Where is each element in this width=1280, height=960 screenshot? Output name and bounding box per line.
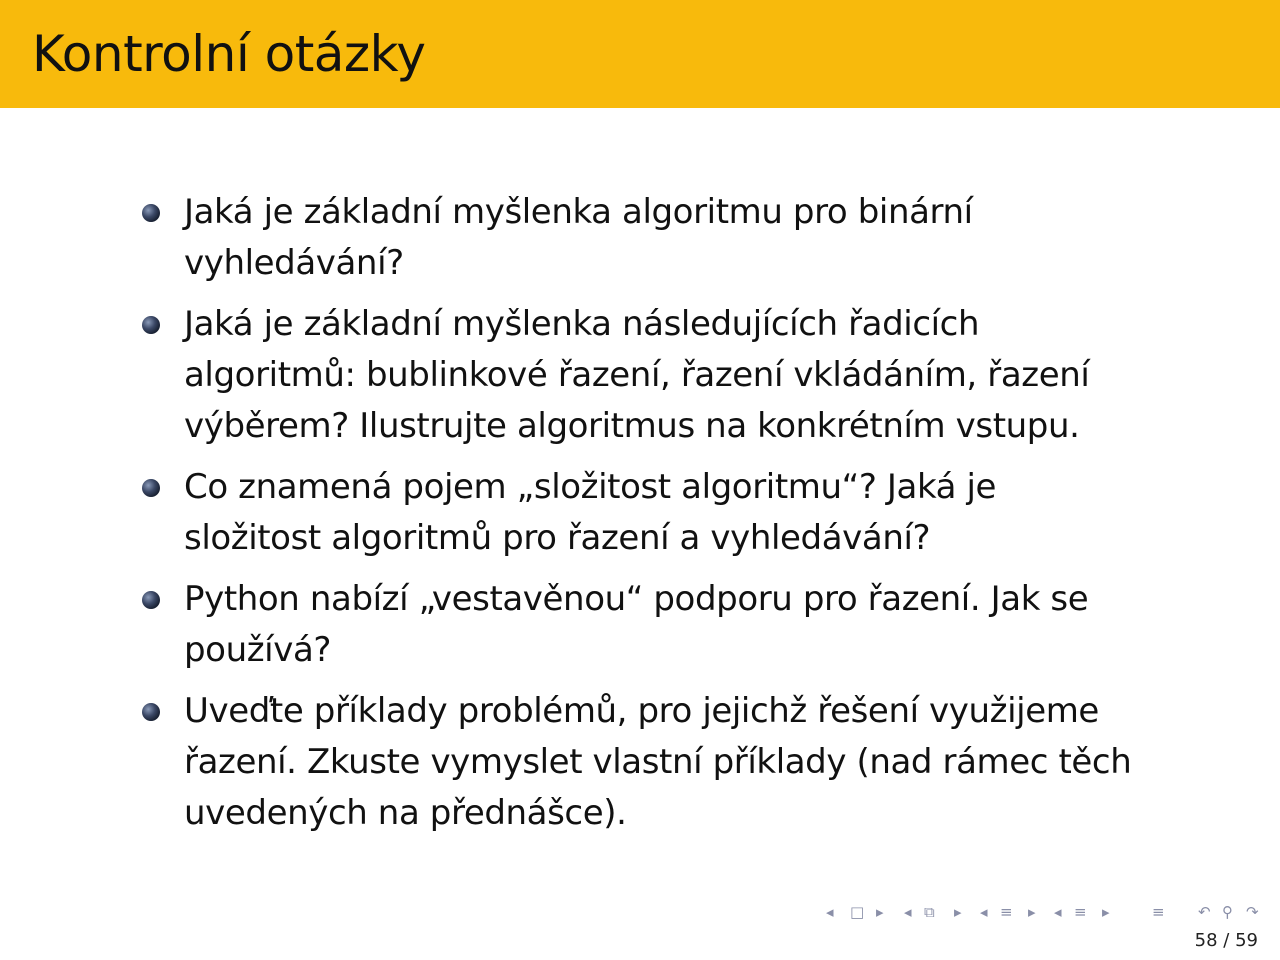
bullet-icon [142, 479, 160, 497]
question-1-line-1: Jaká je základní myšlenka algoritmu pro binární [184, 192, 973, 232]
question-2-line-1: Jaká je základní myšlenka následujících řadicích [184, 304, 980, 344]
prev-frame-icon[interactable]: ◂ [826, 903, 834, 921]
question-5-line-1: Uveďte příklady problémů, pro jejichž řešení využijeme [184, 691, 1099, 731]
bullet-icon [142, 204, 160, 222]
forward-icon[interactable]: ↷ [1246, 903, 1259, 921]
list-item [140, 462, 1140, 564]
slide-header [0, 0, 1280, 108]
question-5-line-2: řazení. Zkuste vymyslet vlastní příklady (nad rámec těch [184, 742, 1132, 782]
question-list [140, 187, 1140, 849]
list-item [140, 686, 1140, 839]
subsection-icon[interactable]: ⧉ [924, 903, 935, 921]
next-subsection-icon[interactable]: ▸ [954, 903, 962, 921]
list-item [140, 574, 1140, 676]
question-2-line-3: výběrem? Ilustrujte algoritmus na konkrétním vstupu. [184, 406, 1080, 446]
question-3-line-1: Co znamená pojem „složitost algoritmu“? Jaká je [184, 467, 997, 507]
bullet-icon [142, 591, 160, 609]
frame-icon[interactable]: □ [850, 903, 865, 921]
question-4-line-1: Python nabízí „vestavěnou“ podporu pro řazení. Jak se [184, 579, 1089, 619]
search-icon[interactable]: ⚲ [1222, 903, 1233, 921]
question-5-line-3: uvedených na přednášce). [184, 793, 627, 833]
list-item [140, 299, 1140, 452]
beamer-navigation [826, 900, 1270, 924]
question-4-line-2: používá? [184, 630, 332, 670]
page-number: 58 / 59 [1194, 930, 1258, 951]
prev-section-icon[interactable]: ◂ [980, 903, 988, 921]
document-icon[interactable]: ≡ [1074, 903, 1087, 921]
list-item [140, 187, 1140, 289]
next-document-icon[interactable]: ▸ [1102, 903, 1110, 921]
next-section-icon[interactable]: ▸ [1028, 903, 1036, 921]
question-1-line-2: vyhledávání? [184, 243, 404, 283]
back-icon[interactable]: ↶ [1198, 903, 1211, 921]
bullet-icon [142, 703, 160, 721]
bullet-icon [142, 316, 160, 334]
align-icon[interactable]: ≡ [1152, 903, 1165, 921]
prev-document-icon[interactable]: ◂ [1054, 903, 1062, 921]
next-frame-icon[interactable]: ▸ [876, 903, 884, 921]
prev-subsection-icon[interactable]: ◂ [904, 903, 912, 921]
slide-title: Kontrolní otázky [32, 25, 426, 83]
question-2-line-2: algoritmů: bublinkové řazení, řazení vkládáním, řazení [184, 355, 1090, 395]
section-icon[interactable]: ≡ [1000, 903, 1013, 921]
question-3-line-2: složitost algoritmů pro řazení a vyhledávání? [184, 518, 931, 558]
